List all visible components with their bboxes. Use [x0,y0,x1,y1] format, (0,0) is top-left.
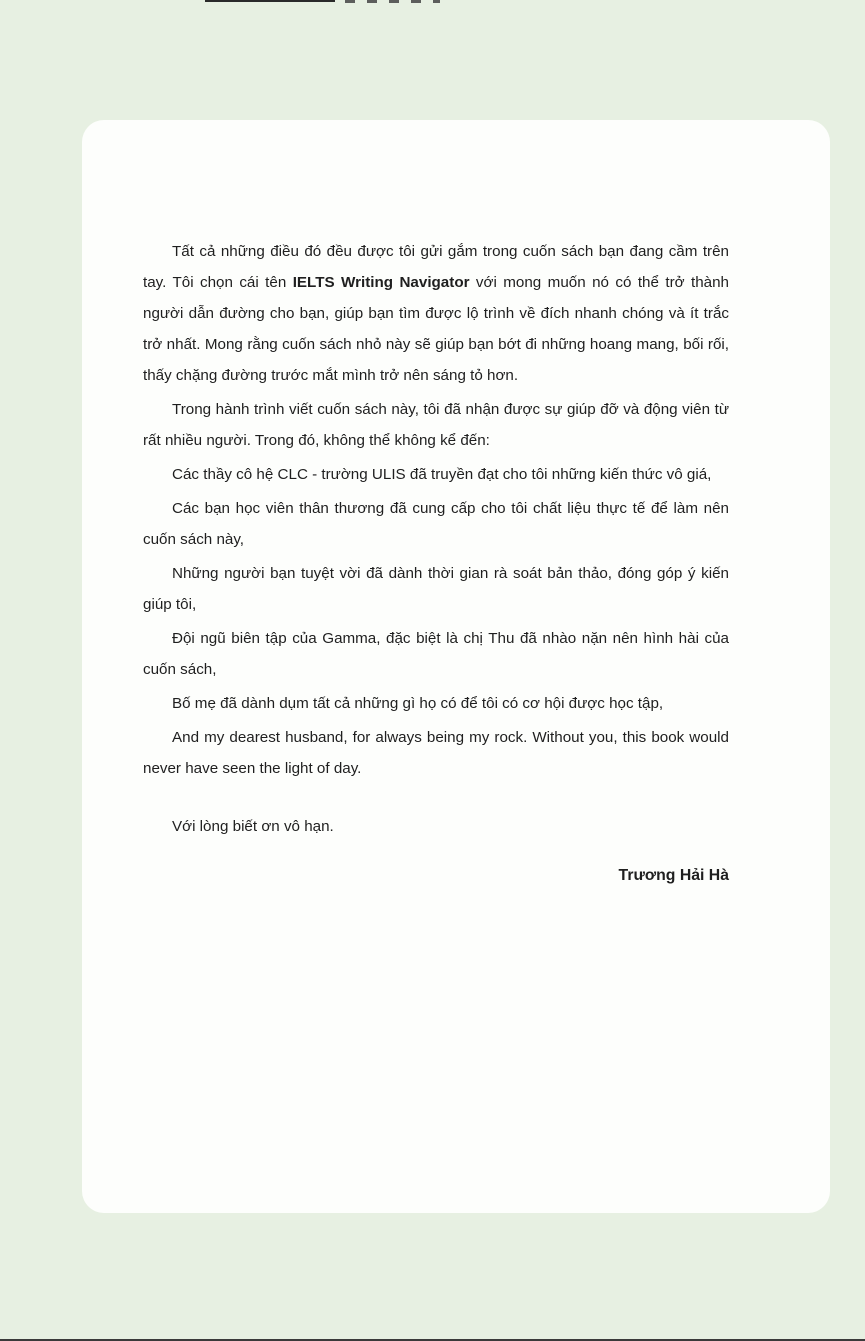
paragraph-friends: Những người bạn tuyệt vời đã dành thời gian rà soát bản thảo, đóng góp ý kiến giúp tôi, [143,565,729,613]
book-title: IELTS Writing Navigator [292,274,470,291]
author-signature: Trương Hải Hà [618,867,729,884]
paragraph-journey: Trong hành trình viết cuốn sách này, tôi đã nhận được sự giúp đỡ và động viên từ rất nhiều người. Trong đó, không thể không kể đến: [143,401,729,449]
paragraph-editors: Đội ngũ biên tập của Gamma, đặc biệt là chị Thu đã nhào nặn nên hình hài của cuốn sách, [143,630,729,678]
paragraph-parents: Bố mẹ đã dành dụm tất cả những gì họ có để tôi có cơ hội được học tập, [172,695,664,712]
intro-text-before: Tất cả những điều đó đều được tôi gửi gắm trong cuốn sách bạn đang cầm trên tay. Tôi chọn cái tên [143,243,729,291]
top-edge-dots [345,0,440,3]
paragraph-intro [143,236,729,391]
intro-text-after: với mong muốn nó có thể trở thành người dẫn đường cho bạn, giúp bạn tìm được lộ trình về đích nhanh chóng và ít trắc trở nhất. Mong rằng cuốn sách nhỏ này sẽ giúp bạn bớt đi những hoang mang, bối rối, thấy chặng đường trước mắt mình trở nên sáng tỏ hơn. [143,274,730,384]
paragraph-students: Các bạn học viên thân thương đã cung cấp cho tôi chất liệu thực tế để làm nên cuốn sách này, [143,500,729,548]
acknowledgement-text [143,236,729,894]
top-edge-mark [205,0,335,2]
paragraph-husband: And my dearest husband, for always being my rock. Without you, this book would never have seen the light of day. [143,729,729,777]
closing-line: Với lòng biết ơn vô hạn. [172,818,334,835]
paragraph-teachers: Các thầy cô hệ CLC - trường ULIS đã truyền đạt cho tôi những kiến thức vô giá, [172,466,712,483]
